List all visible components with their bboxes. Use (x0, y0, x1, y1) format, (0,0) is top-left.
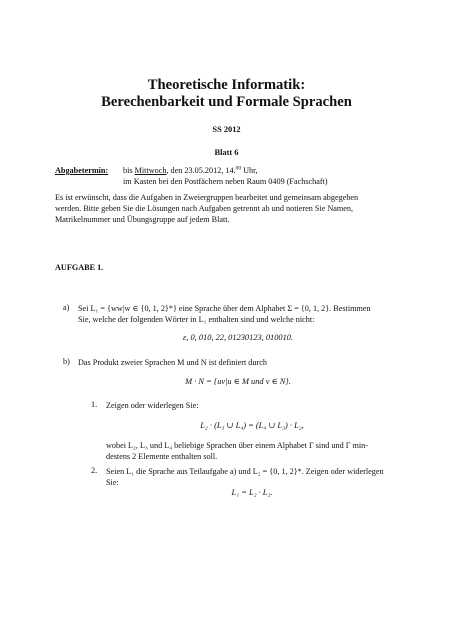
deadline-minutes: 00 (235, 165, 242, 172)
part-b1-line-3: destens 2 Elemente enthalten soll. (106, 452, 218, 461)
semester: SS 2012 (212, 125, 241, 134)
deadline-uhr: Uhr, (241, 166, 258, 175)
intro-line-1: Es ist erwünscht, dass die Aufgaben in Zweiergruppen bearbeitet und gemeinsam abgegeben (55, 193, 359, 202)
deadline-line-2: im Kasten bei den Postfächern neben Raum 0409 (Fachschaft) (123, 177, 328, 186)
part-b1-equation: L₂ · (L₃ ∪ L₄) = (L₄ ∪ L₃) · L₂, (200, 421, 304, 430)
part-b-line-1: Das Produkt zweier Sprachen M und N ist definiert durch (78, 358, 267, 367)
part-b2-line-1: Seien L₁ die Sprache aus Teilaufgabe a) und L₂ = {0, 1, 2}*. Zeigen oder widerlegen (106, 467, 384, 476)
part-a-label: a) (63, 303, 70, 312)
part-b1-line-2: wobei L₂, L₃ und L₄ beliebige Sprachen über einem Alphabet Γ sind und Γ min- (106, 441, 369, 450)
part-a-line-1: Sei L₁ = {ww|w ∈ {0, 1, 2}*} eine Sprache über dem Alphabet Σ = {0, 1, 2}. Bestimmen (78, 304, 371, 313)
deadline-date: , den 23.05.2012, 14. (166, 166, 236, 175)
deadline-pre: bis (123, 166, 135, 175)
intro-line-2: werden. Bitte geben Sie die Lösungen nach Aufgaben getrennt ab und notieren Sie Namen, (55, 204, 354, 213)
part-b-definition: M · N = {uv|u ∈ M und v ∈ N}. (185, 377, 291, 386)
title-line-1: Theoretische Informatik: (147, 77, 306, 93)
deadline-line-1 (123, 165, 258, 176)
part-b2-line-2: Sie: (106, 478, 119, 487)
part-b1-line-1: Zeigen oder widerlegen Sie: (106, 401, 199, 410)
part-b2-label: 2. (91, 466, 98, 475)
deadline-label: Abgabetermin: (55, 166, 109, 175)
deadline-day: Mittwoch (134, 166, 167, 175)
part-b2-equation: L₁ = L₂ · L₂. (231, 488, 273, 497)
title-line-2: Berechenbarkeit und Formale Sprachen (101, 94, 352, 110)
part-b1-label: 1. (91, 400, 98, 409)
part-a-line-2: Sie, welche der folgenden Wörter in L₁ enthalten sind und welche nicht: (78, 315, 315, 324)
intro-line-3: Matrikelnummer und Übungsgruppe auf jedem Blatt. (55, 215, 230, 224)
task-heading: AUFGABE 1. (55, 263, 104, 272)
sheet-number: Blatt 6 (214, 148, 239, 157)
part-b-label: b) (63, 357, 70, 366)
part-a-words: ε, 0, 010, 22, 01230123, 010010. (182, 333, 294, 342)
